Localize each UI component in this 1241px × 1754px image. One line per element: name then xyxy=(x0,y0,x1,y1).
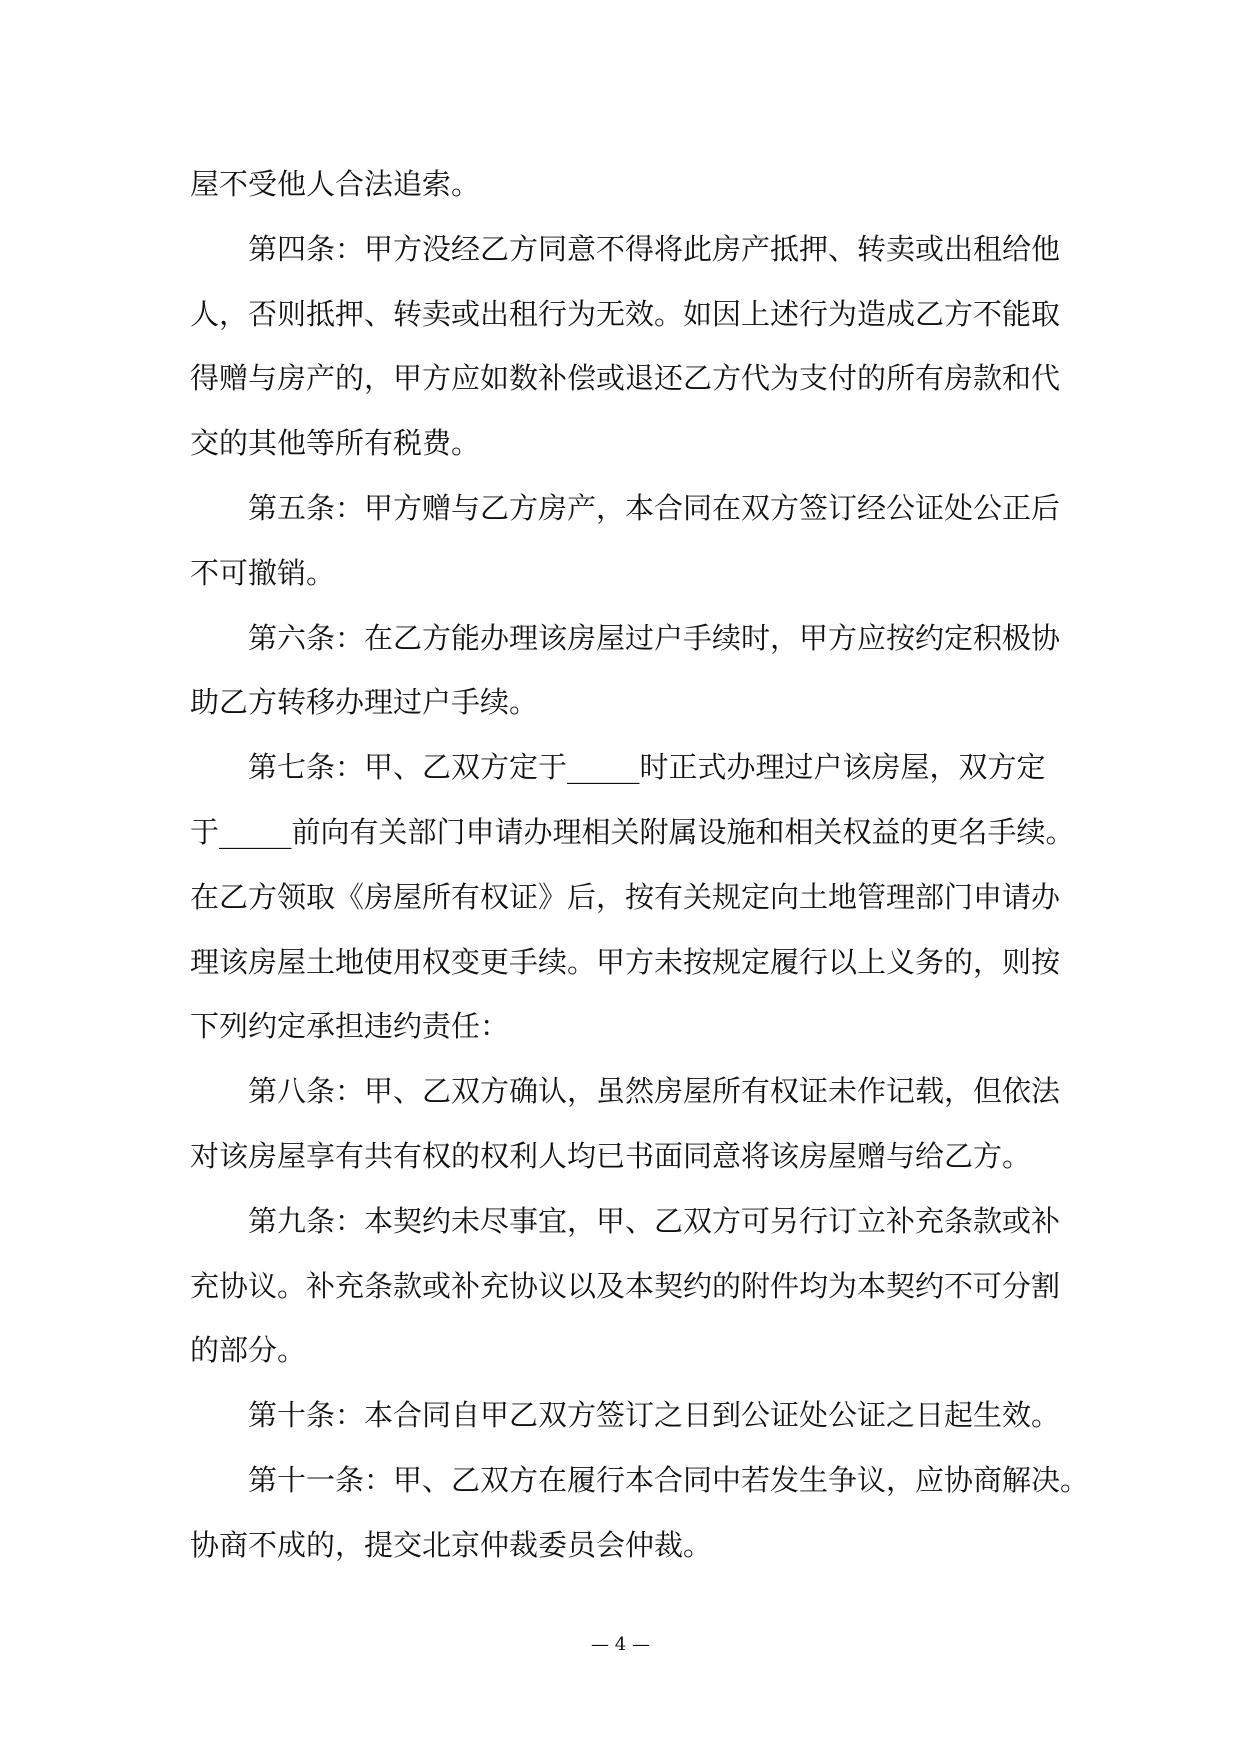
paragraph-line: 协商不成的，提交北京仲裁委员会仲裁。 xyxy=(190,1527,713,1562)
article-11-line: 第十一条：甲、乙双方在履行本合同中若发生争议，应协商解决。 xyxy=(248,1462,1090,1497)
paragraph-line: 屋不受他人合法追索。 xyxy=(190,167,481,201)
article-7-line: 第七条：甲、乙双方定于_____时正式办理过户该房屋，双方定 xyxy=(248,750,1046,785)
paragraph-line: 人，否则抵押、转卖或出租行为无效。如因上述行为造成乙方不能取 xyxy=(190,296,1061,331)
article-9-line: 第九条：本契约未尽事宜，甲、乙双方可另行订立补充条款或补 xyxy=(248,1203,1061,1238)
paragraph-line: 得赠与房产的，甲方应如数补偿或退还乙方代为支付的所有房款和代 xyxy=(190,361,1061,396)
paragraph-line: 下列约定承担违约责任： xyxy=(190,1009,510,1044)
article-5-line: 第五条：甲方赠与乙方房产，本合同在双方签订经公证处公正后 xyxy=(248,490,1061,525)
paragraph-line: 于_____前向有关部门申请办理相关附属设施和相关权益的更名手续。 xyxy=(190,814,1075,849)
article-4-line: 第四条：甲方没经乙方同意不得将此房产抵押、转卖或出租给他 xyxy=(248,231,1061,266)
page-number: — 4 — xyxy=(591,1634,650,1655)
paragraph-line: 在乙方领取《房屋所有权证》后，按有关规定向土地管理部门申请办 xyxy=(190,879,1061,914)
article-6-line: 第六条：在乙方能办理该房屋过户手续时，甲方应按约定积极协 xyxy=(248,620,1061,655)
paragraph-line: 不可撤销。 xyxy=(190,555,336,590)
paragraph-line: 的部分。 xyxy=(190,1333,307,1368)
paragraph-line: 对该房屋享有共有权的权利人均已书面同意将该房屋赠与给乙方。 xyxy=(190,1138,1032,1173)
article-10-line: 第十条：本合同自甲乙双方签订之日到公证处公证之日起生效。 xyxy=(248,1398,1061,1433)
paragraph-line: 助乙方转移办理过户手续。 xyxy=(190,685,539,720)
paragraph-line: 理该房屋土地使用权变更手续。甲方未按规定履行以上义务的，则按 xyxy=(190,944,1061,979)
document-body xyxy=(190,152,1090,1578)
paragraph-line: 交的其他等所有税费。 xyxy=(190,426,481,461)
paragraph-line: 充协议。补充条款或补充协议以及本契约的附件均为本契约不可分割 xyxy=(190,1268,1061,1303)
article-8-line: 第八条：甲、乙双方确认，虽然房屋所有权证未作记载，但依法 xyxy=(248,1074,1061,1109)
